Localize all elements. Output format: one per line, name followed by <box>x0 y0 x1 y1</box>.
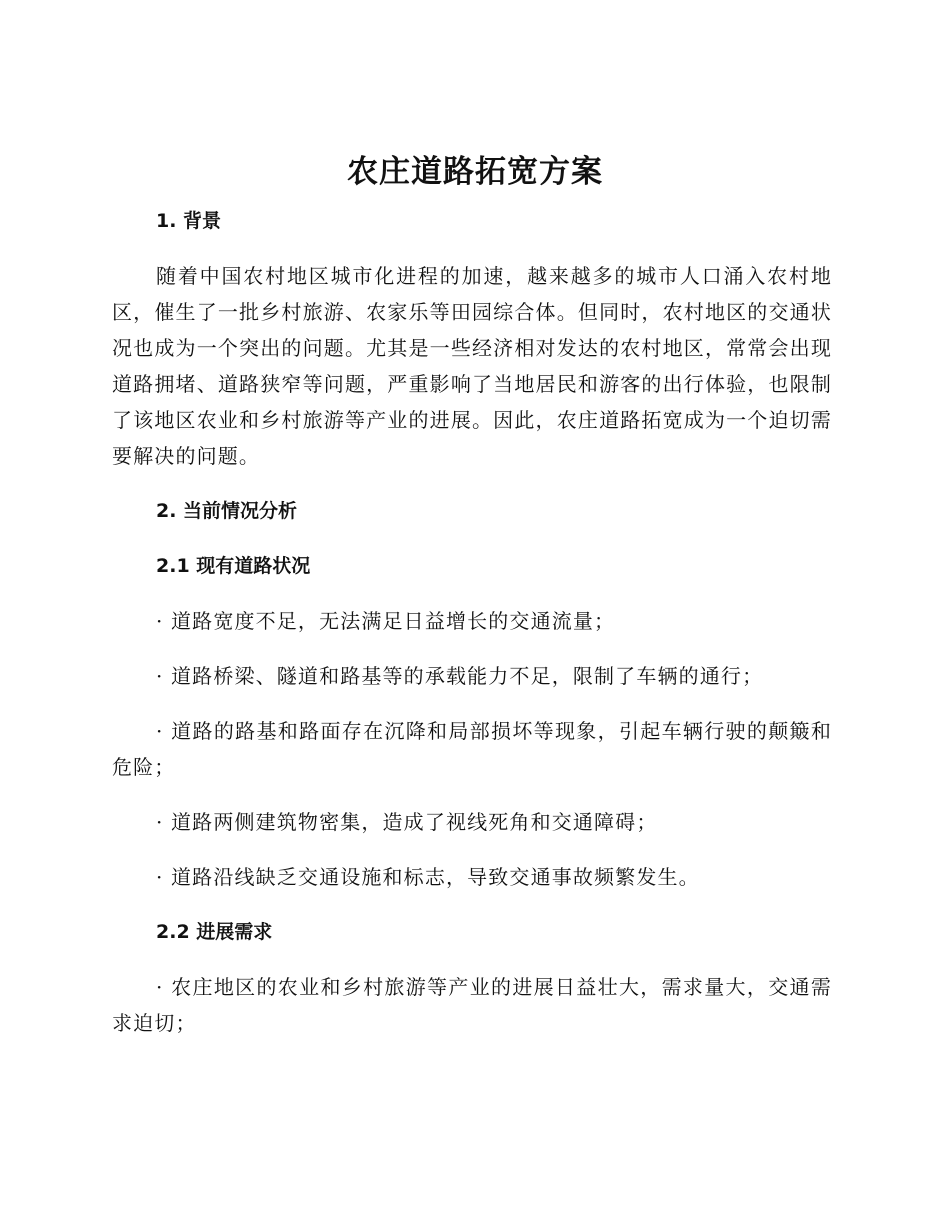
section-heading-background: 1. 背景 <box>156 210 222 232</box>
spacer <box>112 639 832 658</box>
spacer <box>112 694 832 713</box>
spacer <box>112 840 832 859</box>
spacer <box>112 474 832 493</box>
list-item: · 道路两侧建筑物密集，造成了视线死角和交通障碍； <box>156 810 658 834</box>
list-item: · 农庄地区的农业和乡村旅游等产业的进展日益壮大，需求量大，交通需求迫切； <box>112 975 832 1035</box>
list-item: · 道路宽度不足，无法满足日益增长的交通流量； <box>156 609 616 633</box>
document-body <box>112 203 832 1041</box>
spacer <box>112 529 832 548</box>
list-item: · 道路沿线缺乏交通设施和标志，导致交通事故频繁发生。 <box>156 865 700 889</box>
spacer <box>112 584 832 603</box>
list-item: · 道路的路基和路面存在沉降和局部损坏等现象，引起车辆行驶的颠簸和危险； <box>112 719 832 779</box>
subsection-heading-roads: 2.1 现有道路状况 <box>156 555 311 577</box>
background-paragraph: 随着中国农村地区城市化进程的加速，越来越多的城市人口涌入农村地区，催生了一批乡村旅游、农家乐等田园综合体。但同时，农村地区的交通状况也成为一个突出的问题。尤其是一些经济相对发达的农村地区，常常会出现道路拥堵、道路狭窄等问题，严重影响了当地居民和游客的出行体验，也限制了该地区农业和乡村旅游等产业的进展。因此，农庄道路拓宽成为一个迫切需要解决的问题。 <box>112 264 832 468</box>
document-title: 农庄道路拓宽方案 <box>347 154 603 190</box>
spacer <box>112 950 832 969</box>
spacer <box>112 785 832 804</box>
section-heading-analysis: 2. 当前情况分析 <box>156 500 298 522</box>
spacer <box>112 895 832 914</box>
subsection-heading-needs: 2.2 进展需求 <box>156 921 273 943</box>
list-item: · 道路桥梁、隧道和路基等的承载能力不足，限制了车辆的通行； <box>156 664 764 688</box>
spacer <box>112 239 832 258</box>
